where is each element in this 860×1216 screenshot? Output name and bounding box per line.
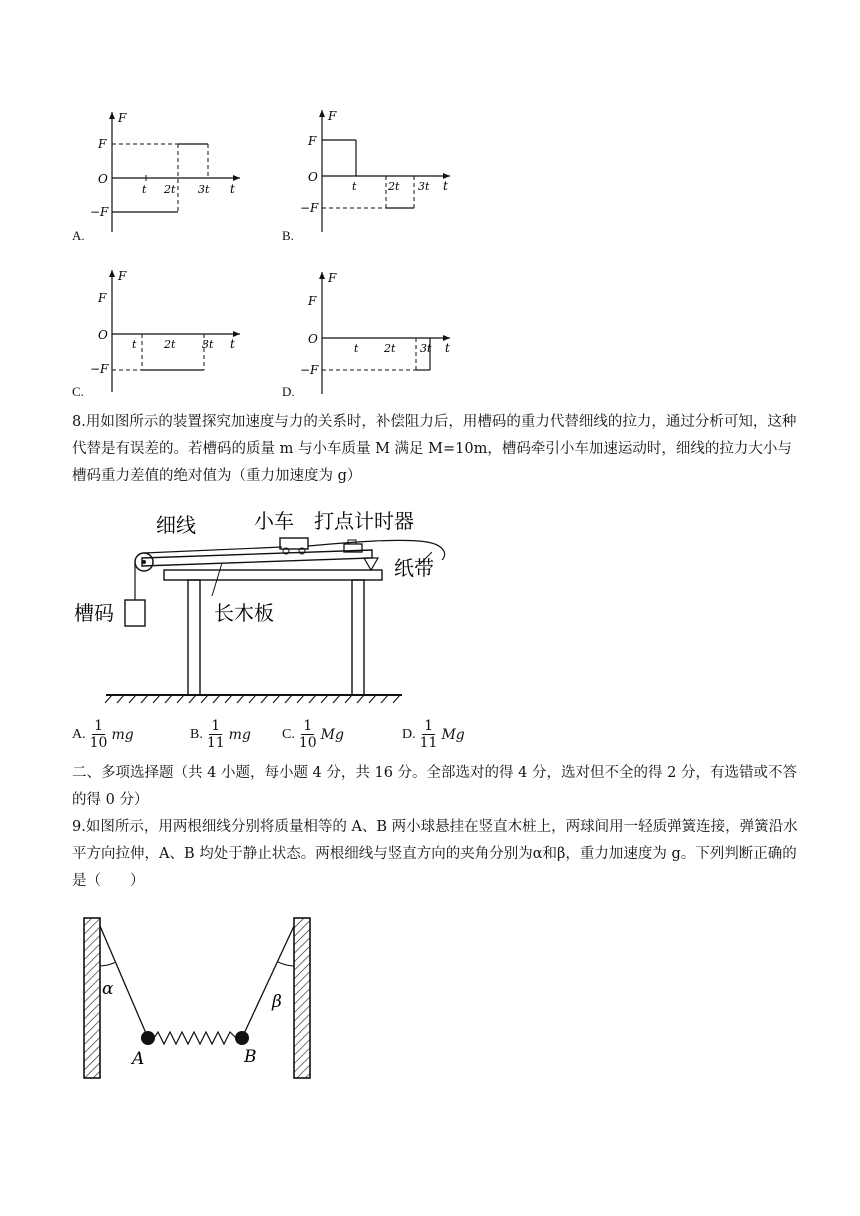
option-a-graph: [90, 100, 260, 240]
svg-text:F: F: [328, 109, 337, 123]
svg-text:−F: −F: [90, 205, 109, 219]
svg-text:−F: −F: [300, 363, 319, 377]
svg-text:3t: 3t: [420, 342, 432, 355]
label-ball-b: B: [244, 1047, 257, 1067]
question-9-text: 9.如图所示，用两根细线分别将质量相等的 A、B 两小球悬挂在竖直木桩上，两球间用一轻质弹簧连接，弹簧沿水平方向拉伸，A、B 均处于静止状态。两根细线与竖直方向的夹角分别为α和β，重力加速度为 g。下列判断正确的是（ ）: [72, 819, 798, 889]
svg-text:2t: 2t: [164, 183, 176, 196]
svg-text:O: O: [98, 172, 108, 186]
svg-text:O: O: [308, 170, 318, 184]
q8-option-c[interactable]: C. $\frac{1}{10}$ Mg: [282, 718, 344, 751]
svg-text:t: t: [443, 179, 448, 193]
svg-text:t: t: [132, 338, 137, 351]
svg-text:3t: 3t: [418, 180, 430, 193]
option-b-graph: [300, 100, 470, 240]
svg-text:t: t: [354, 342, 359, 355]
label-tape: 纸带: [394, 556, 434, 580]
svg-text:t: t: [230, 337, 235, 351]
svg-text:t: t: [445, 341, 450, 355]
svg-text:t: t: [142, 183, 147, 196]
label-beta: β: [272, 992, 282, 1012]
svg-text:F: F: [118, 269, 127, 283]
option-a-label: A.: [72, 228, 85, 243]
svg-text:O: O: [308, 332, 318, 346]
section-2-heading: 二、多项选择题（共 4 小题，每小题 4 分，共 16 分。全部选对的得 4 分，选对但不全的得 2 分，有选错或不答的得 0 分）: [72, 765, 797, 808]
option-c-label: C.: [72, 384, 84, 399]
svg-text:O: O: [98, 328, 108, 342]
label-cart: 小车: [254, 509, 294, 533]
svg-text:−F: −F: [90, 362, 109, 376]
q9-spring-figure: [72, 912, 332, 1087]
svg-text:2t: 2t: [164, 338, 176, 351]
svg-text:2t: 2t: [384, 342, 396, 355]
label-weight: 槽码: [74, 601, 114, 625]
svg-text:3t: 3t: [202, 338, 214, 351]
question-8-text: 8.用如图所示的装置探究加速度与力的关系时，补偿阻力后，用槽码的重力代替细线的拉力，通过分析可知，这种代替是有误差的。若槽码的质量 m 与小车质量 M 满足 M=10m，槽码牵引小车加速运动时，细线的拉力大小与槽码重力差值的绝对值为（重力加速度为 g）: [72, 414, 797, 484]
label-ball-a: A: [132, 1049, 145, 1069]
label-string: 细线: [156, 513, 196, 537]
label-timer: 打点计时器: [314, 509, 414, 533]
q8-option-b[interactable]: B. $\frac{1}{11}$ mg: [190, 718, 251, 751]
option-d-graph: [300, 262, 470, 402]
svg-text:2t: 2t: [388, 180, 400, 193]
q8-apparatus-figure: [72, 500, 492, 710]
f-axis-label: F: [118, 111, 127, 125]
label-board: 长木板: [214, 601, 274, 625]
svg-text:F: F: [98, 137, 107, 151]
svg-text:3t: 3t: [198, 183, 210, 196]
svg-text:−F: −F: [300, 201, 319, 215]
svg-text:F: F: [328, 271, 337, 285]
svg-text:F: F: [98, 291, 107, 305]
label-alpha: α: [102, 979, 114, 999]
q8-option-d[interactable]: D. $\frac{1}{11}$ Mg: [402, 718, 465, 751]
svg-text:F: F: [308, 294, 317, 308]
option-c-graph: [90, 260, 260, 400]
t-axis-label: t: [230, 182, 235, 196]
option-d-label: D.: [282, 384, 295, 399]
svg-text:t: t: [352, 180, 357, 193]
svg-text:F: F: [308, 134, 317, 148]
option-b-label: B.: [282, 228, 294, 243]
q8-option-a[interactable]: A. $\frac{1}{10}$ mg: [72, 718, 134, 751]
